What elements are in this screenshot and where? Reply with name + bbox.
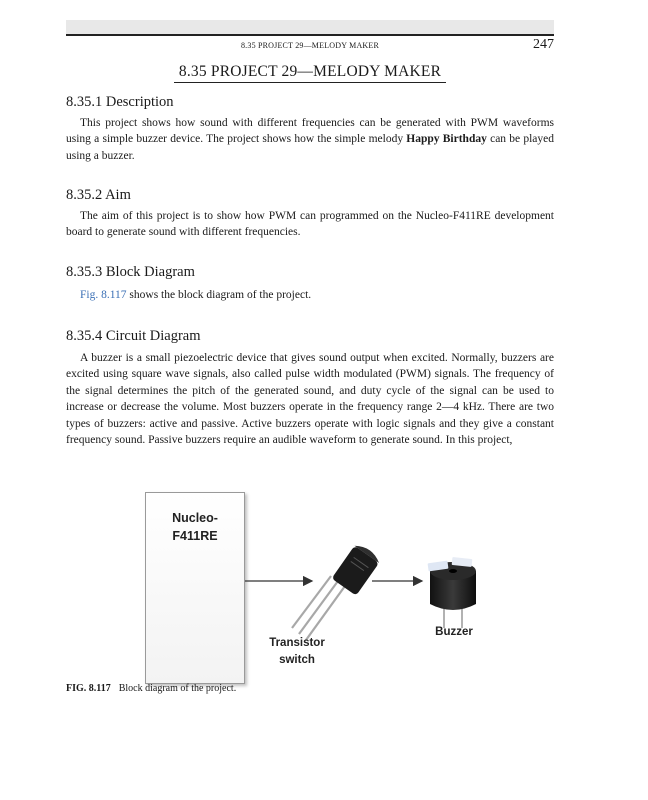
section-title-rule [174,82,446,83]
aim-paragraph: The aim of this project is to show how PWM can programmed on the Nucleo-F411RE development board to generate sound with different frequencies. [66,210,554,239]
block-diagram-paragraph [66,287,554,303]
heading-description: 8.35.1 Description [66,94,174,110]
description-text-1: This project shows how sound with different frequencies can be generated with PWM waveforms using a simple buzzer device. The project shows how the simple melody [66,117,554,146]
figure-caption-number: FIG. 8.117 [66,683,111,694]
block-diagram-text: shows the block diagram of the project. [126,289,312,301]
board-label-line2: F411RE [172,529,218,543]
description-text-2: can be played using a buzzer. [66,133,555,162]
heading-aim: 8.35.2 Aim [66,187,131,203]
description-paragraph [66,115,554,164]
figure-reference-link[interactable]: Fig. 8.117 [80,289,127,301]
section-title: 8.35 PROJECT 29—MELODY MAKER [178,63,442,80]
board-label-line1: Nucleo- [172,511,218,525]
buzzer-icon [428,557,476,628]
transistor-label-line1: Transistor [269,637,325,649]
page-number: 247 [533,37,554,52]
heading-block-diagram: 8.35.3 Block Diagram [66,264,195,280]
header-bar [66,20,554,34]
transistor-label [262,635,332,669]
heading-circuit-diagram: 8.35.4 Circuit Diagram [66,328,201,344]
melody-name: Happy Birthday [406,133,487,146]
figure-caption-text: Block diagram of the project. [118,683,237,694]
running-title: 8.35 PROJECT 29—MELODY MAKER [240,41,380,50]
transistor-icon [292,542,382,640]
figure-caption [66,683,236,694]
header-rule [66,34,554,36]
block-diagram-figure [66,478,554,678]
transistor-label-line2: switch [279,654,315,666]
circuit-diagram-paragraph: A buzzer is a small piezoelectric device that gives sound output when excited. Normally, buzzers are excited using square wave signals, also called pulse width modulated (PWM) signals. The frequency of the signal determines the pitch of the generated sound, and duty cycle of the signal can be used to increase or decrease the volume. Most buzzers operate in the frequency range 2—4 kHz. There are two types of buzzers: active and passive. Active buzzers operate with logic signals and they give a constant frequency sound. Passive buzzers require an audible waveform to generate sound. In this project, [66,352,554,447]
buzzer-label: Buzzer [435,626,473,638]
